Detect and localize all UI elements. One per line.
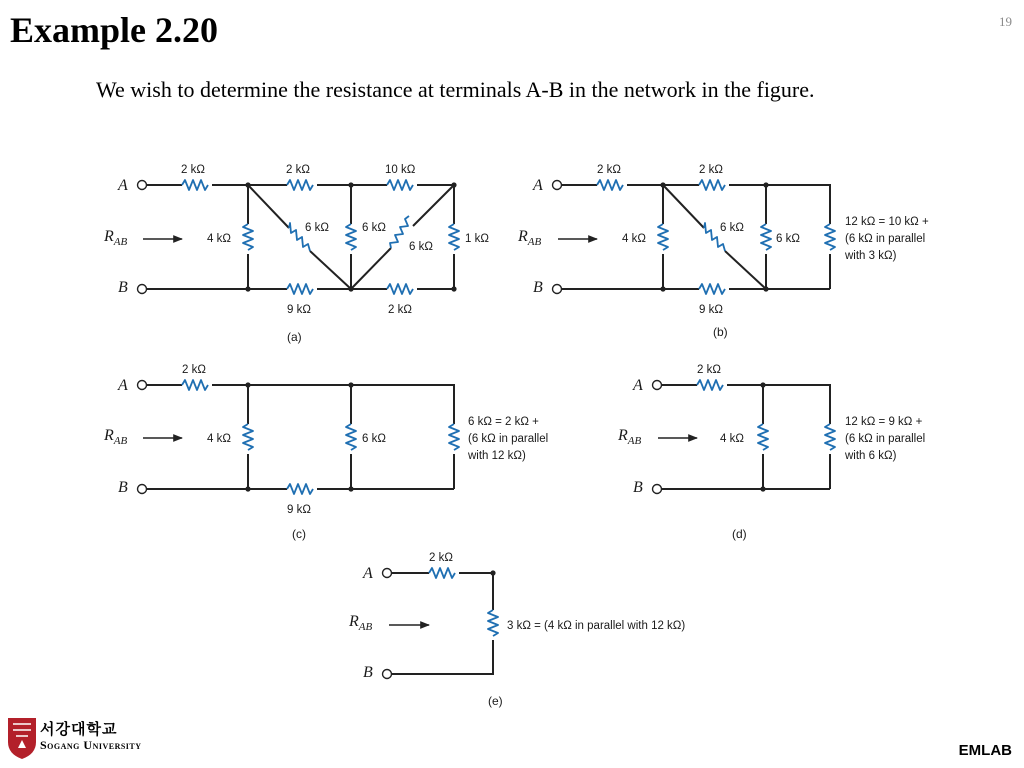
svg-text:4 kΩ: 4 kΩ bbox=[622, 233, 646, 245]
svg-text:A: A bbox=[533, 177, 543, 194]
svg-text:2 kΩ: 2 kΩ bbox=[597, 164, 621, 176]
svg-text:4 kΩ: 4 kΩ bbox=[207, 433, 231, 445]
svg-text:6 kΩ: 6 kΩ bbox=[362, 433, 386, 445]
resistor-a-diag2 bbox=[390, 216, 409, 248]
svg-text:9 kΩ: 9 kΩ bbox=[699, 304, 723, 316]
svg-text:4 kΩ: 4 kΩ bbox=[207, 233, 231, 245]
svg-text:with 3 kΩ): with 3 kΩ) bbox=[845, 250, 897, 262]
svg-text:9 kΩ: 9 kΩ bbox=[287, 304, 311, 316]
circuit-d bbox=[617, 364, 925, 541]
svg-text:6 kΩ: 6 kΩ bbox=[305, 222, 329, 234]
caption-b: (b) bbox=[713, 325, 728, 339]
svg-text:1 kΩ: 1 kΩ bbox=[465, 233, 489, 245]
svg-text:9 kΩ: 9 kΩ bbox=[287, 504, 311, 516]
svg-text:(6 kΩ in parallel: (6 kΩ in parallel bbox=[845, 233, 926, 245]
svg-text:10 kΩ: 10 kΩ bbox=[385, 164, 416, 176]
caption-c: (c) bbox=[292, 527, 306, 541]
resistor-a-top3 bbox=[387, 180, 413, 190]
svg-text:with 12 kΩ): with 12 kΩ) bbox=[468, 450, 526, 462]
rab-label: $R_{AB}$ bbox=[104, 228, 128, 248]
university-name-korean: 서강대학교 bbox=[40, 720, 118, 738]
slide-title: Example 2.20 bbox=[10, 10, 219, 50]
svg-text:6 kΩ: 6 kΩ bbox=[409, 241, 433, 253]
svg-text:2 kΩ: 2 kΩ bbox=[286, 164, 310, 176]
svg-text:6 kΩ: 6 kΩ bbox=[362, 222, 386, 234]
resistor-a-bot2 bbox=[387, 284, 413, 294]
svg-text:RAB: $R_{AB}$ bbox=[349, 613, 373, 633]
svg-text:2 kΩ: 2 kΩ bbox=[181, 164, 205, 176]
svg-text:2 kΩ: 2 kΩ bbox=[182, 364, 206, 376]
circuit-e bbox=[348, 552, 685, 708]
page-number: 19 bbox=[999, 14, 1012, 29]
svg-text:6 kΩ = 2 kΩ +: 6 kΩ = 2 kΩ + bbox=[468, 416, 539, 428]
svg-text:12 kΩ = 10 kΩ +: 12 kΩ = 10 kΩ + bbox=[845, 216, 929, 228]
svg-text:2 kΩ: 2 kΩ bbox=[388, 304, 412, 316]
caption-e: (e) bbox=[488, 694, 503, 708]
circuit-b bbox=[517, 164, 929, 339]
svg-text:RAB: $R_{AB}$ bbox=[104, 427, 128, 447]
circuit-a bbox=[103, 164, 489, 344]
svg-text:2 kΩ: 2 kΩ bbox=[699, 164, 723, 176]
svg-text:RAB: $R_{AB}$ bbox=[618, 427, 642, 447]
resistor-a-top2 bbox=[287, 180, 313, 190]
svg-text:(6 kΩ in parallel: (6 kΩ in parallel bbox=[845, 433, 926, 445]
svg-text:6 kΩ: 6 kΩ bbox=[720, 222, 744, 234]
svg-text:4 kΩ: 4 kΩ bbox=[720, 433, 744, 445]
resistor-a-bot1 bbox=[287, 284, 313, 294]
svg-text:2 kΩ: 2 kΩ bbox=[697, 364, 721, 376]
svg-text:12 kΩ = 9 kΩ +: 12 kΩ = 9 kΩ + bbox=[845, 416, 923, 428]
svg-text:3 kΩ = (4 kΩ in parallel with: 3 kΩ = (4 kΩ in parallel with 12 kΩ) bbox=[507, 620, 686, 632]
svg-text:(6 kΩ in parallel: (6 kΩ in parallel bbox=[468, 433, 549, 445]
footer-lab-name: EMLAB bbox=[958, 742, 1012, 759]
resistor-a-mid bbox=[346, 224, 356, 250]
resistor-a-top1 bbox=[182, 180, 208, 190]
svg-text:with 6 kΩ): with 6 kΩ) bbox=[845, 450, 897, 462]
resistor-a-right bbox=[449, 224, 459, 250]
svg-text:B: B bbox=[363, 664, 373, 681]
svg-text:A: A bbox=[118, 377, 128, 394]
svg-text:A: A bbox=[633, 377, 643, 394]
problem-statement: We wish to determine the resistance at terminals A-B in the network in the figure. bbox=[96, 77, 815, 102]
svg-text:RAB: $R_{AB}$ bbox=[518, 228, 542, 248]
caption-d: (d) bbox=[732, 527, 747, 541]
svg-text:6 kΩ: 6 kΩ bbox=[776, 233, 800, 245]
svg-text:B: B bbox=[118, 479, 128, 496]
svg-text:2 kΩ: 2 kΩ bbox=[429, 552, 453, 564]
svg-text:B: B bbox=[633, 479, 643, 496]
resistor-a-left bbox=[243, 224, 253, 250]
caption-a: (a) bbox=[287, 330, 302, 344]
circuit-c bbox=[103, 364, 548, 541]
terminal-a-label: A bbox=[118, 177, 128, 194]
university-name-english: Sogang University bbox=[40, 738, 142, 752]
svg-text:A: A bbox=[363, 565, 373, 582]
svg-text:B: B bbox=[533, 279, 543, 296]
terminal-b-label: B bbox=[118, 279, 128, 296]
